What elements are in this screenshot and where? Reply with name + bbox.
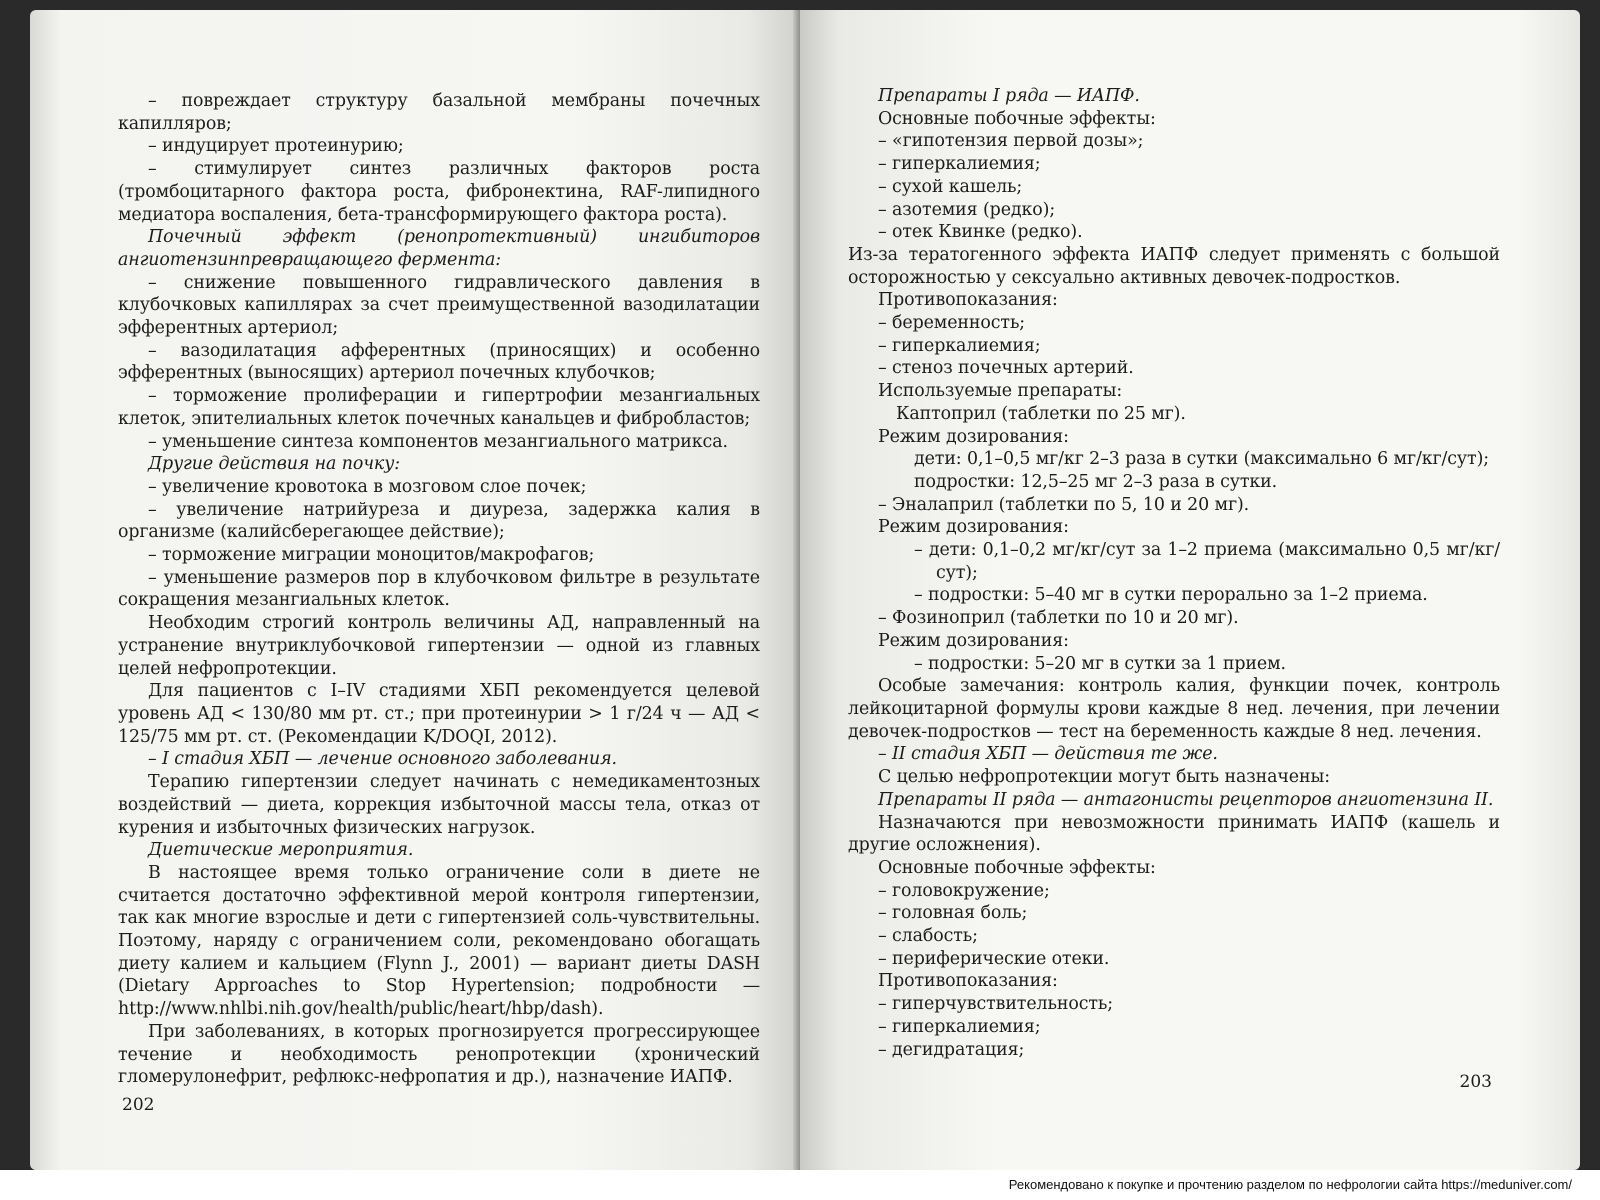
drug-name: – Фозиноприл (таблетки по 10 и 20 мг). (878, 608, 1239, 629)
paragraph: – вазодилатация афферентных (приносящих) и особенно эфферентных (выносящих) артериол почечных клубочков; (118, 340, 760, 384)
paragraph: Основные побочные эффекты: (878, 857, 1156, 878)
list-item: – гиперчувствительность; (878, 994, 1113, 1015)
list-item: – периферические отеки. (878, 948, 1110, 969)
paragraph: – индуцирует протеинурию; (148, 136, 404, 157)
paragraph: В настоящее время только ограничение соли в диете не считается достаточно эффективной мерой контроля гипертензии, так как многие взрослые и дети с гипертензией соль-чувствительны. Поэтому, наряду с ограничением соли, рекомендовано обогащать диету калием и кальцием (Flynn J., 2001) — вариант диеты DASH (Dietary Approaches to Stop Hypertension; подробности — http://www.nhlbi.nih.gov/health/public/heart/hbp/dash). (118, 862, 760, 1020)
list-item: – «гипотензия первой дозы»; (878, 131, 1144, 152)
page-number: 203 (1459, 1072, 1492, 1092)
list-item: – азотемия (редко); (878, 199, 1056, 220)
paragraph: – повреждает структуру базальной мембраны почечных капилляров; (118, 91, 760, 134)
paragraph: – увеличение кровотока в мозговом слое почек; (148, 476, 587, 497)
paragraph: С целью нефропротекции могут быть назначены: (878, 767, 1330, 788)
list-item: – дегидратация; (878, 1039, 1025, 1060)
list-item: – гиперкалиемия; (878, 154, 1041, 175)
list-item: подростки: 12,5–25 мг 2–3 раза в сутки. (914, 471, 1278, 492)
section-heading: Другие действия на почку: (148, 454, 400, 475)
paragraph: – уменьшение синтеза компонентов мезангиального матрикса. (148, 431, 728, 452)
left-page-text (118, 90, 760, 1089)
paragraph: Необходим строгий контроль величины АД, направленный на устранение внутриклубочковой гипертензии — одной из главных целей нефропротекции. (118, 613, 760, 679)
paragraph: – увеличение натрийуреза и диуреза, задержка калия в организме (калийсберегающее действие); (118, 499, 760, 543)
section-heading: Диетические мероприятия. (148, 840, 414, 861)
paragraph: Из-за тератогенного эффекта ИАПФ следует применять с большой осторожностью у сексуально активных девочек-подростков. (848, 244, 1500, 288)
paragraph: Режим дозирования: (878, 630, 1069, 651)
paragraph: При заболеваниях, в которых прогнозируется прогрессирующее течение и необходимость ренопротекции (хронический гломерулонефрит, рефлюкс-нефропатия и др.), назначение ИАПФ. (118, 1021, 760, 1088)
list-item: – слабость; (878, 926, 978, 947)
list-item: – беременность; (878, 313, 1026, 334)
page-number: 202 (122, 1095, 155, 1115)
section-heading: Почечный эффект (ренопротективный) ингибиторов ангиотензинпревращающего фермента: (118, 227, 760, 270)
paragraph: Основные побочные эффекты: (878, 108, 1156, 129)
list-item: – головная боль; (878, 903, 1028, 924)
list-item: – дети: 0,1–0,2 мг/кг/сут за 1–2 приема (максимально 0,5 мг/кг/сут); (914, 540, 1500, 583)
left-page (30, 10, 800, 1170)
paragraph: Используемые препараты: (878, 381, 1123, 402)
paragraph: – уменьшение размеров пор в клубочковом фильтре в результате сокращения мезангиальных клеток. (118, 567, 760, 611)
paragraph: – торможение миграции моноцитов/макрофагов; (148, 545, 595, 566)
footer-banner: Рекомендовано к покупке и прочтению разделом по нефрологии сайта https://meduniver.com/ (0, 1170, 1600, 1200)
drug-name: – Эналаприл (таблетки по 5, 10 и 20 мг). (878, 494, 1250, 515)
section-heading: – I стадия ХБП — лечение основного заболевания. (148, 749, 617, 770)
paragraph: Терапию гипертензии следует начинать с немедикаментозных воздействий — диета, коррекция избыточной массы тела, отказ от курения и избыточных физических нагрузок. (118, 772, 760, 838)
list-item: – гиперкалиемия; (878, 1016, 1041, 1037)
paragraph: – стимулирует синтез различных факторов роста (тромбоцитарного фактора роста, фибронектина, RAF-липидного медиатора воспаления, бета-трансформирующего фактора роста). (118, 159, 760, 225)
section-heading: Препараты I ряда — ИАПФ. (878, 86, 1140, 106)
paragraph: Режим дозирования: (878, 517, 1069, 538)
list-item: – подростки: 5–40 мг в сутки перорально за 1–2 приема. (914, 585, 1428, 606)
right-page-text (848, 85, 1500, 1061)
list-item: дети: 0,1–0,5 мг/кг 2–3 раза в сутки (максимально 6 мг/кг/сут); (914, 449, 1490, 470)
paragraph: – торможение пролиферации и гипертрофии мезангиальных клеток, эпителиальных клеток почечных канальцев и фибробластов; (118, 386, 760, 429)
paragraph: Режим дозирования: (878, 426, 1069, 447)
list-item: – подростки: 5–20 мг в сутки за 1 прием. (914, 653, 1286, 674)
section-heading: Препараты II ряда — антагонисты рецепторов ангиотензина II. (878, 789, 1494, 810)
paragraph: – снижение повышенного гидравлического давления в клубочковых капиллярах за счет преимущественной вазодилатации эфферентных артериол; (118, 272, 760, 339)
paragraph: Для пациентов с I–IV стадиями ХБП рекомендуется целевой уровень АД < 130/80 мм рт. ст.; при протеинурии > 1 г/24 ч — АД < 125/75 мм рт. ст. (Рекомендации K/DOQI, 2012). (118, 681, 760, 747)
list-item: – стеноз почечных артерий. (878, 358, 1134, 379)
paragraph: Противопоказания: (878, 971, 1058, 992)
paragraph: Назначаются при невозможности принимать ИАПФ (кашель и другие осложнения). (848, 812, 1500, 856)
list-item: – головокружение; (878, 880, 1050, 901)
list-item: – гиперкалиемия; (878, 335, 1041, 356)
right-page (800, 10, 1580, 1170)
drug-name: Каптоприл (таблетки по 25 мг). (896, 403, 1186, 424)
paragraph: Особые замечания: контроль калия, функции почек, контроль лейкоцитарной формулы крови каждые 8 нед. лечения, при лечении девочек-подростков — тест на беременность каждые 8 нед. лечения. (848, 676, 1500, 742)
section-heading: – II стадия ХБП — действия те же. (878, 744, 1218, 765)
paragraph: Противопоказания: (878, 290, 1058, 311)
list-item: – сухой кашель; (878, 176, 1023, 197)
list-item: – отек Квинке (редко). (878, 222, 1083, 243)
